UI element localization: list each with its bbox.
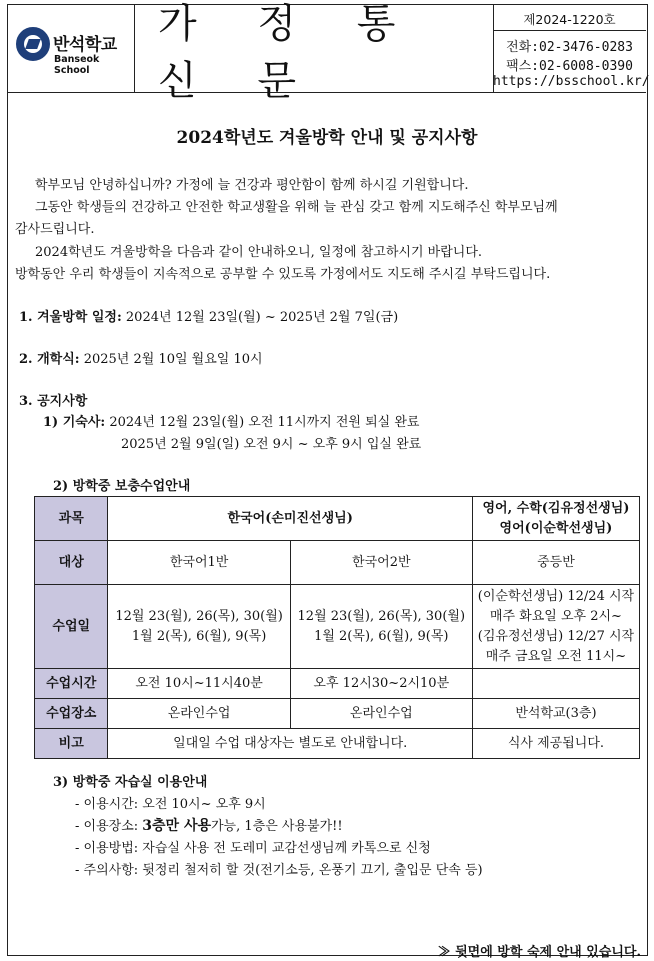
document-title: 2024학년도 겨울방학 안내 및 공지사항 (176, 128, 478, 148)
phone-number: 전화:02-3476-0283 (506, 40, 633, 55)
row-label-target: 대상 (35, 541, 108, 585)
study-room-place-emphasis: 3층만 사용 (142, 818, 211, 834)
supplementary-class-heading: 2) 방학중 보충수업안내 (53, 479, 191, 494)
study-room-caution: - 주의사항: 뒷정리 철저히 할 것(전기소등, 온풍기 끄기, 출입문 단속 등) (75, 863, 483, 878)
place-korean-1: 온라인수업 (108, 699, 290, 729)
intro-line-2: 그동안 학생들의 건강하고 안전한 학교생활을 위해 늘 관심 갖고 함께 지도해주신 학부모님께 (35, 200, 558, 215)
target-korean-2: 한국어2반 (290, 541, 472, 585)
dates-middle-line-3: (김유정선생님) 12/27 시작 (477, 628, 635, 644)
row-label-dates: 수업일 (35, 585, 108, 669)
fax-number: 팩스:02-6008-0390 (506, 59, 633, 74)
table-row (35, 585, 640, 669)
place-middle: 반석학교(3층) (472, 699, 639, 729)
dates-korean-1 (108, 585, 290, 669)
main-title: 가 정 통 신 문 (158, 0, 420, 104)
study-room-hours: - 이용시간: 오전 10시~ 오후 9시 (75, 797, 266, 812)
letter-header (8, 0, 650, 104)
dates-korean-2-line-1: 12월 23(월), 26(목), 30(월) (297, 608, 466, 624)
study-room-place-prefix: - 이용장소: (75, 819, 143, 834)
note-middle: 식사 제공됩니다. (472, 729, 639, 759)
dates-korean-1-line-2: 1월 2(목), 6(월), 9(목) (131, 628, 267, 644)
korean-subject: 한국어(손미진선생님) (108, 497, 472, 541)
time-korean-2: 오후 12시30~2시10분 (290, 669, 472, 699)
dates-korean-2-line-2: 1월 2(목), 6(월), 9(목) (314, 628, 449, 644)
table-row (35, 699, 640, 729)
place-korean-2: 온라인수업 (290, 699, 472, 729)
time-korean-1: 오전 10시~11시40분 (108, 669, 290, 699)
title-box (134, 0, 494, 104)
dates-middle-line-4: 매주 금요일 오전 11시~ (485, 648, 627, 664)
vacation-schedule-text: 2024년 12월 23일(월) ~ 2025년 2월 7일(금) (121, 310, 399, 325)
target-korean-1: 한국어1반 (108, 541, 290, 585)
study-room-heading: 3) 방학중 자습실 이용안내 (53, 775, 208, 790)
opening-ceremony (19, 348, 263, 367)
english-teacher: 영어(이순학선생님) (499, 520, 613, 536)
study-room-method: - 이용방법: 자습실 사용 전 도레미 교감선생님께 카톡으로 신청 (75, 841, 431, 856)
school-emblem-icon (16, 27, 50, 61)
study-room-place-suffix: 가능, 1층은 사용불가!! (211, 819, 343, 834)
table-row (35, 541, 640, 585)
dates-middle-line-2: 매주 화요일 오후 2시~ (489, 608, 622, 624)
row-label-place: 수업장소 (35, 699, 108, 729)
dormitory-notice (43, 411, 420, 430)
website-link[interactable]: https://bsschool.kr/ (493, 74, 650, 89)
notice-page (7, 0, 650, 960)
school-name-en: Banseok School (54, 54, 100, 76)
intro-line-1: 학부모님 안녕하십니까? 가정에 늘 건강과 평안함이 함께 하시길 기원합니다. (35, 178, 469, 193)
row-label-subject: 과목 (35, 497, 108, 541)
dormitory-label: 1) 기숙사: (43, 415, 106, 430)
dormitory-line-2: 2025년 2월 9일(일) 오전 9시 ~ 오후 9시 입실 완료 (121, 437, 422, 452)
opening-ceremony-text: 2025년 2월 10일 월요일 10시 (79, 352, 263, 367)
contact-info (493, 5, 650, 92)
notice-section-heading: 3. 공지사항 (19, 394, 88, 409)
table-row (35, 669, 640, 699)
row-label-time: 수업시간 (35, 669, 108, 699)
dates-middle-line-1: (이순학선생님) 12/24 시작 (477, 588, 635, 604)
intro-line-4: 2024학년도 겨울방학을 다음과 같이 안내하오니, 일정에 참고하시기 바랍니다. (35, 245, 483, 260)
dormitory-line-1: 2024년 12월 23일(월) 오전 11시까지 전원 퇴실 완료 (105, 415, 420, 430)
time-middle (472, 669, 639, 699)
intro-line-3: 감사드립니다. (15, 222, 95, 237)
class-schedule-table (34, 496, 640, 759)
table-row (35, 497, 640, 541)
school-logo (8, 5, 135, 92)
study-room-place (75, 815, 343, 835)
english-math-teacher: 영어, 수학(김유정선생님) (482, 500, 630, 516)
dates-korean-1-line-1: 12월 23(월), 26(목), 30(월) (115, 608, 283, 624)
note-korean: 일대일 수업 대상자는 별도로 안내합니다. (108, 729, 472, 759)
back-page-note: ≫ 뒷면에 방학 숙제 안내 있습니다. (437, 945, 641, 960)
vacation-schedule (19, 306, 398, 325)
target-middle: 중등반 (472, 541, 639, 585)
opening-ceremony-label: 2. 개학식: (19, 352, 80, 367)
dates-middle (472, 585, 639, 669)
table-row (35, 729, 640, 759)
doc-number: 제2024-1220호 (523, 12, 616, 27)
dates-korean-2 (290, 585, 472, 669)
vacation-schedule-label: 1. 겨울방학 일정: (19, 310, 122, 325)
row-label-note: 비고 (35, 729, 108, 759)
school-name: 반석학교 (53, 35, 117, 55)
english-math-subject (472, 497, 639, 541)
intro-line-5: 방학동안 우리 학생들이 지속적으로 공부할 수 있도록 가정에서도 지도해 주시길 부탁드립니다. (15, 267, 551, 282)
